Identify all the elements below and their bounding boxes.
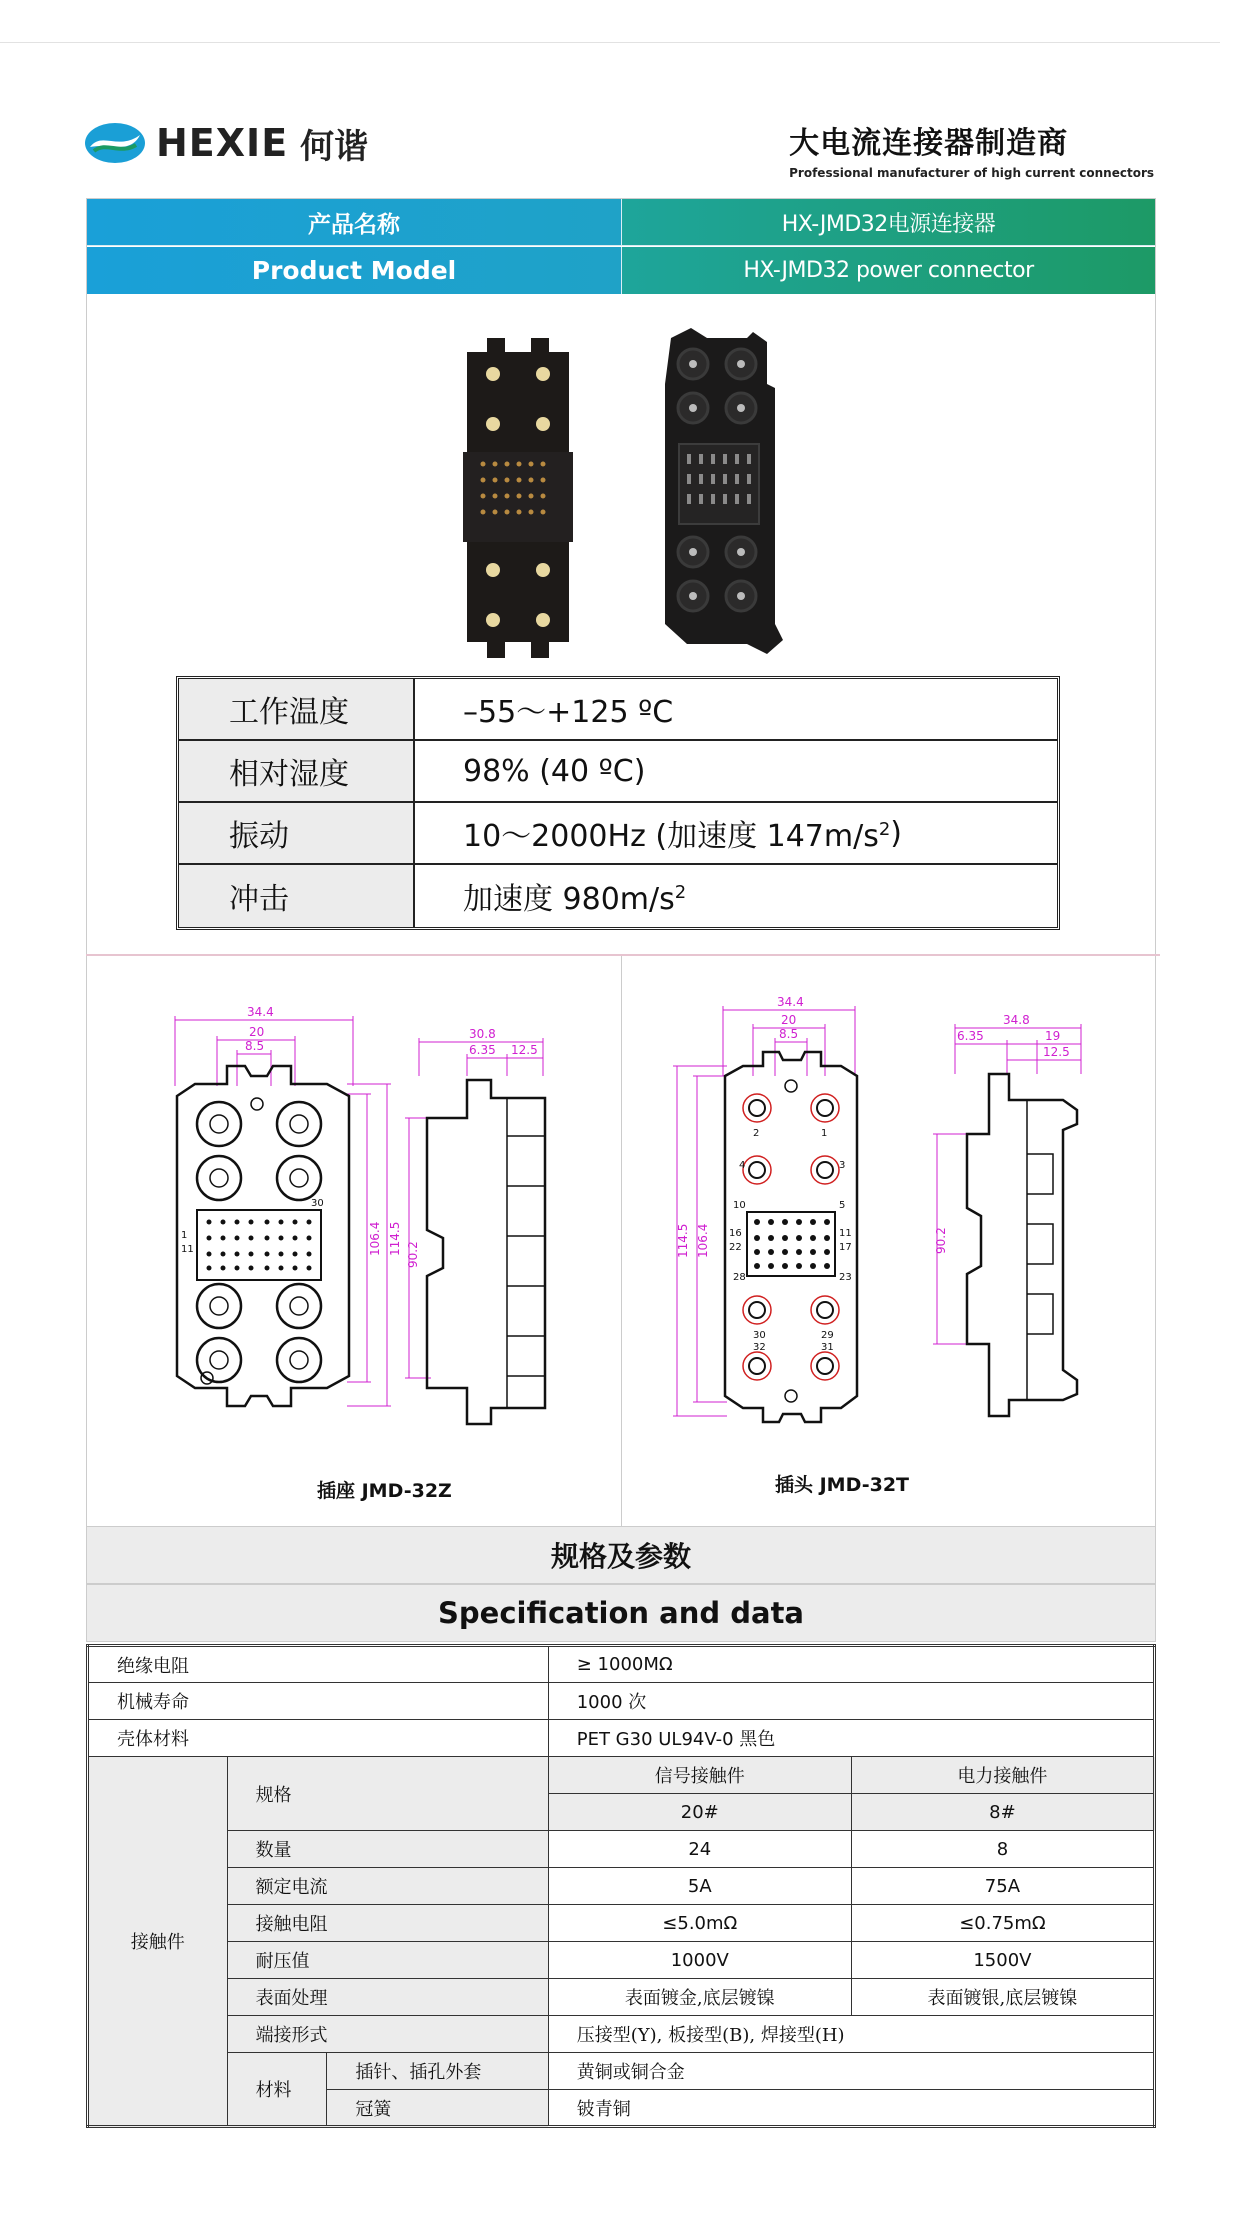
env-row-temperature [179,679,1057,741]
pin-label: 11 [839,1228,852,1239]
spec-row-quantity [88,1831,1155,1868]
model-value-cn: HX-JMD32电源连接器 [622,199,1155,246]
plug-front-drawing [667,996,897,1426]
contact-group-label: 接触件 [88,1757,228,2127]
dim-label: 8.5 [245,1039,265,1053]
signal-value: 1000V [548,1942,851,1979]
spec-label: 额定电流 [227,1868,548,1905]
power-value: 表面镀银,底层镀镍 [851,1979,1154,2016]
pin-label: 31 [821,1342,834,1353]
spec-row-life [88,1683,1155,1720]
power-contact-header: 电力接触件 [851,1757,1154,1794]
drawing-section [86,956,1156,1526]
spec-row-insulation [88,1646,1155,1683]
tagline [789,118,1154,180]
env-value [415,741,1057,801]
env-value-text: 98% (40 ºC) [463,753,646,789]
signal-value: ≤5.0mΩ [548,1905,851,1942]
environment-table [176,676,1060,930]
hexie-logo-icon [84,121,146,165]
dim-label: 106.4 [696,1223,710,1258]
spec-row-voltage [88,1942,1155,1979]
spec-label: 冠簧 [327,2090,548,2127]
env-row-humidity [179,741,1057,803]
dim-label: 12.5 [511,1043,538,1057]
dim-label: 6.35 [957,1029,984,1043]
signal-size: 20# [548,1794,851,1831]
pin-label: 16 [729,1228,742,1239]
env-label: 相对湿度 [179,741,415,801]
dim-label: 90.2 [406,1241,420,1268]
spec-title-cn: 规格及参数 [86,1526,1156,1584]
pin-label: 1 [181,1230,188,1241]
pin-label: 32 [753,1342,766,1353]
dim-label: 34.8 [1003,1013,1030,1027]
model-value-en: HX-JMD32 power connector [622,247,1155,294]
tagline-cn: 大电流连接器制造商 [789,126,1069,161]
env-value-sup: 2 [674,881,687,903]
pin-label: 4 [739,1160,746,1171]
spec-label: 机械寿命 [88,1683,549,1720]
pin-label: 3 [839,1160,846,1171]
signal-contact-header: 信号接触件 [548,1757,851,1794]
env-value-text: 加速度 980m/s [463,882,675,917]
dim-label: 90.2 [934,1227,948,1254]
dim-label: 114.5 [388,1221,402,1256]
env-value-text: –55～+125 ºC [463,695,674,730]
env-value-text: 10～2000Hz (加速度 147m/s [463,819,879,854]
signal-value: 5A [548,1868,851,1905]
pin-label: 30 [311,1198,324,1209]
env-label: 工作温度 [179,679,415,739]
plug-photo [657,324,787,659]
spec-row-termination [88,2016,1155,2053]
pin-label: 29 [821,1330,834,1341]
top-divider [0,42,1220,43]
signal-value: 表面镀金,底层镀镍 [548,1979,851,2016]
dim-label: 30.8 [469,1027,496,1041]
spec-value: PET G30 UL94V-0 黑色 [548,1720,1154,1757]
spec-value: 1000 次 [548,1683,1154,1720]
spec-row-contact-header [88,1757,1155,1794]
power-size: 8# [851,1794,1154,1831]
spec-title-en: Specification and data [86,1584,1156,1642]
env-value [415,865,1057,927]
power-value: ≤0.75mΩ [851,1905,1154,1942]
pin-label: 28 [733,1272,746,1283]
spec-label: 端接形式 [227,2016,548,2053]
pin-label: 1 [821,1128,828,1139]
power-value: 8 [851,1831,1154,1868]
spec-label: 耐压值 [227,1942,548,1979]
power-value: 1500V [851,1942,1154,1979]
pin-label: 17 [839,1242,852,1253]
spec-row-shell [88,1720,1155,1757]
env-value-tail: ) [890,815,902,851]
material-label: 材料 [227,2053,327,2127]
brand-name-cn: 何谐 [300,126,369,167]
dim-label: 34.4 [777,995,804,1009]
dim-label: 106.4 [368,1221,382,1256]
model-label-cn: 产品名称 [87,199,622,246]
socket-photo [457,332,577,662]
spec-row-surface [88,1979,1155,2016]
pin-label: 11 [181,1244,194,1255]
model-row-cn [87,199,1155,246]
model-row-en [87,247,1155,294]
spec-value: 铍青铜 [548,2090,1154,2127]
pin-label: 23 [839,1272,852,1283]
spec-label: 壳体材料 [88,1720,549,1757]
spec-row-material-pin [88,2053,1155,2090]
spec-label: 数量 [227,1831,548,1868]
env-value [415,679,1057,739]
power-value: 75A [851,1868,1154,1905]
dim-label: 20 [249,1025,265,1039]
env-value [415,803,1057,863]
dim-label: 12.5 [1043,1045,1070,1059]
dim-label: 19 [1045,1029,1061,1043]
spec-value: ≥ 1000MΩ [548,1646,1154,1683]
dim-label: 8.5 [779,1027,799,1041]
pin-label: 30 [753,1330,766,1341]
spec-size-label: 规格 [227,1757,548,1831]
tagline-en: Professional manufacturer of high current connectors [789,166,1154,180]
env-value-sup: 2 [878,818,891,840]
dim-label: 114.5 [676,1223,690,1258]
plug-caption: 插头 JMD-32T [775,1474,910,1496]
env-row-shock [179,865,1057,927]
pin-label: 2 [753,1128,760,1139]
dim-label: 20 [781,1013,797,1027]
pin-label: 5 [839,1200,846,1211]
brand-name-en: HEXIE [156,121,289,165]
env-row-vibration [179,803,1057,865]
socket-caption: 插座 JMD-32Z [317,1480,452,1502]
env-label: 冲击 [179,865,415,927]
dim-label: 34.4 [247,1005,274,1019]
spec-value: 黄铜或铜合金 [548,2053,1154,2090]
spec-label: 接触电阻 [227,1905,548,1942]
env-label: 振动 [179,803,415,863]
spec-label: 插针、插孔外套 [327,2053,548,2090]
spec-value: 压接型(Y), 板接型(B), 焊接型(H) [548,2016,1154,2053]
dim-label: 6.35 [469,1043,496,1057]
spec-row-current [88,1868,1155,1905]
model-label-en: Product Model [87,247,622,294]
signal-value: 24 [548,1831,851,1868]
spec-table [86,1644,1156,2128]
socket-front-drawing [167,1005,402,1426]
socket-side-drawing [407,1028,557,1428]
pin-label: 22 [729,1242,742,1253]
plug-side-drawing [927,1014,1097,1424]
spec-label: 表面处理 [227,1979,548,2016]
product-model-table [86,198,1156,294]
spec-label: 绝缘电阻 [88,1646,549,1683]
pin-label: 10 [733,1200,746,1211]
spec-row-resistance [88,1905,1155,1942]
drawing-divider [621,956,622,1526]
brand-logo [84,118,368,168]
